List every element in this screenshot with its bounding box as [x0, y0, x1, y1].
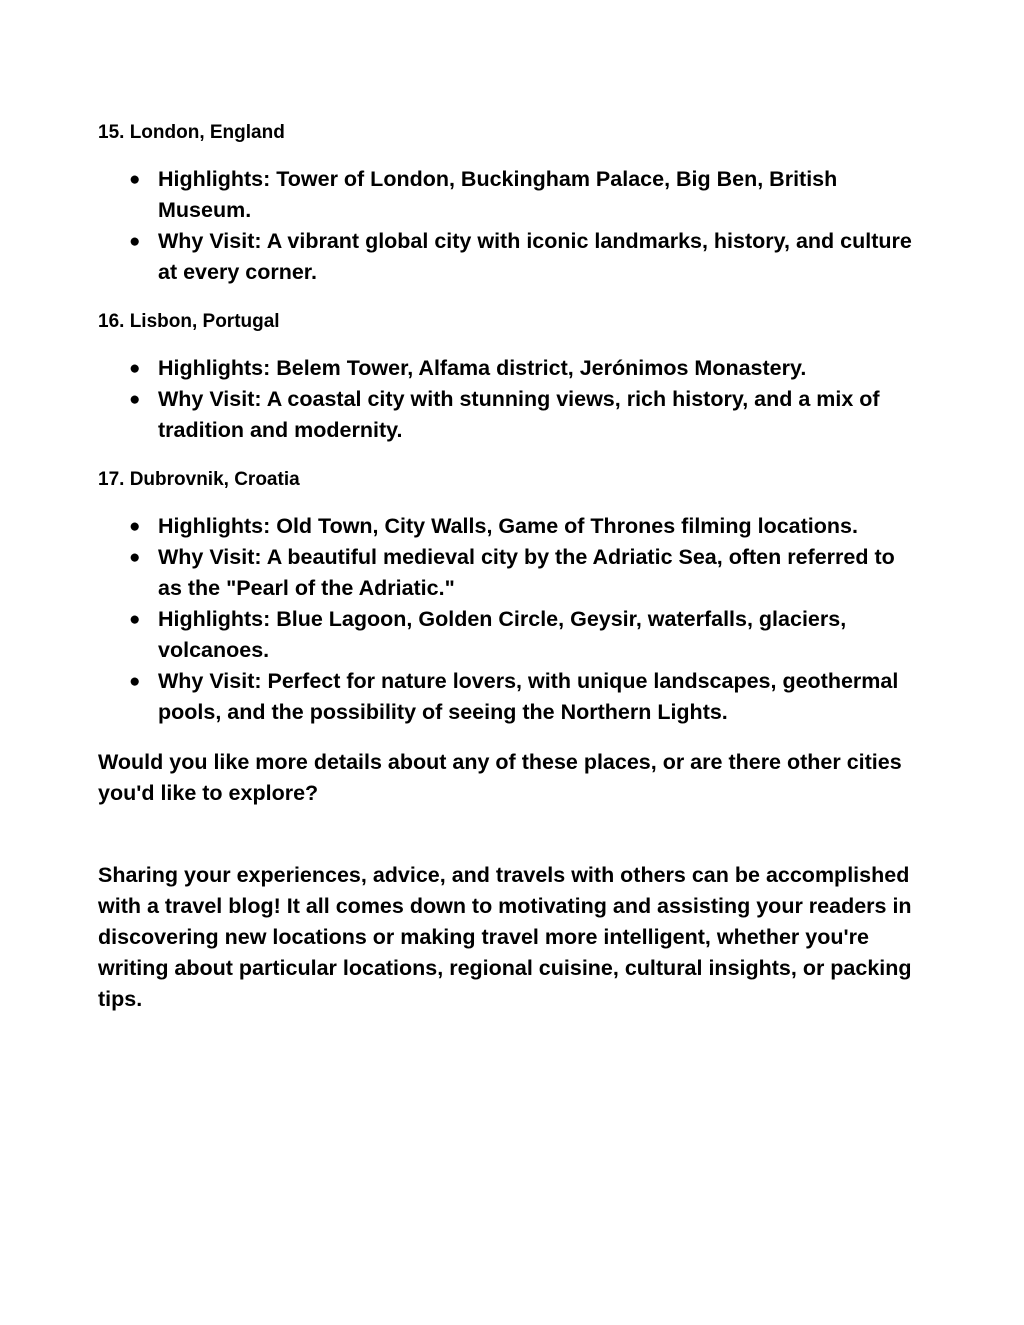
- bullet-icon: ●: [129, 671, 141, 692]
- bullet-icon: ●: [129, 231, 141, 252]
- section-lisbon: [98, 307, 918, 446]
- bullet-icon: ●: [129, 547, 141, 568]
- section-heading: 17. Dubrovnik, Croatia: [98, 469, 300, 490]
- section-heading: 16. Lisbon, Portugal: [98, 311, 280, 332]
- section-london: [98, 118, 918, 288]
- list-item: [98, 164, 918, 226]
- list-item: [98, 353, 918, 384]
- bullet-icon: ●: [129, 609, 141, 630]
- list-item: [98, 604, 918, 666]
- list-item-text: Highlights: Blue Lagoon, Golden Circle, Geysir, waterfalls, glaciers, volcanoes.: [158, 607, 847, 662]
- bullet-list: [98, 511, 918, 728]
- list-item-text: Why Visit: A vibrant global city with iconic landmarks, history, and culture at every corner.: [158, 229, 912, 284]
- list-item-text: Why Visit: Perfect for nature lovers, with unique landscapes, geothermal pools, and the possibility of seeing the Northern Lights.: [158, 669, 899, 724]
- follow-up-question: Would you like more details about any of these places, or are there other cities you'd like to explore?: [98, 750, 902, 805]
- document-page: [98, 118, 918, 1015]
- list-item: [98, 511, 918, 542]
- list-item-text: Highlights: Tower of London, Buckingham Palace, Big Ben, British Museum.: [158, 167, 838, 222]
- spacer: [98, 809, 918, 860]
- list-item-text: Why Visit: A coastal city with stunning views, rich history, and a mix of tradition and modernity.: [158, 387, 880, 442]
- list-item: [98, 666, 918, 728]
- section-dubrovnik: [98, 465, 918, 728]
- bullet-icon: ●: [129, 389, 141, 410]
- bullet-icon: ●: [129, 516, 141, 537]
- list-item: [98, 384, 918, 446]
- bullet-icon: ●: [129, 169, 141, 190]
- bullet-list: [98, 164, 918, 288]
- list-item-text: Highlights: Belem Tower, Alfama district, Jerónimos Monastery.: [158, 356, 807, 380]
- bullet-icon: ●: [129, 358, 141, 379]
- closing-paragraph: Sharing your experiences, advice, and travels with others can be accomplished with a travel blog! It all comes down to motivating and assisting your readers in discovering new locations or making travel more intelligent, whether you're writing about particular locations, regional cuisine, cultural insights, or packing tips.: [98, 863, 912, 1011]
- list-item-text: Why Visit: A beautiful medieval city by the Adriatic Sea, often referred to as the "Pearl of the Adriatic.": [158, 545, 895, 600]
- list-item: [98, 226, 918, 288]
- list-item: [98, 542, 918, 604]
- section-heading: 15. London, England: [98, 122, 285, 143]
- list-item-text: Highlights: Old Town, City Walls, Game of Thrones filming locations.: [158, 514, 858, 538]
- bullet-list: [98, 353, 918, 446]
